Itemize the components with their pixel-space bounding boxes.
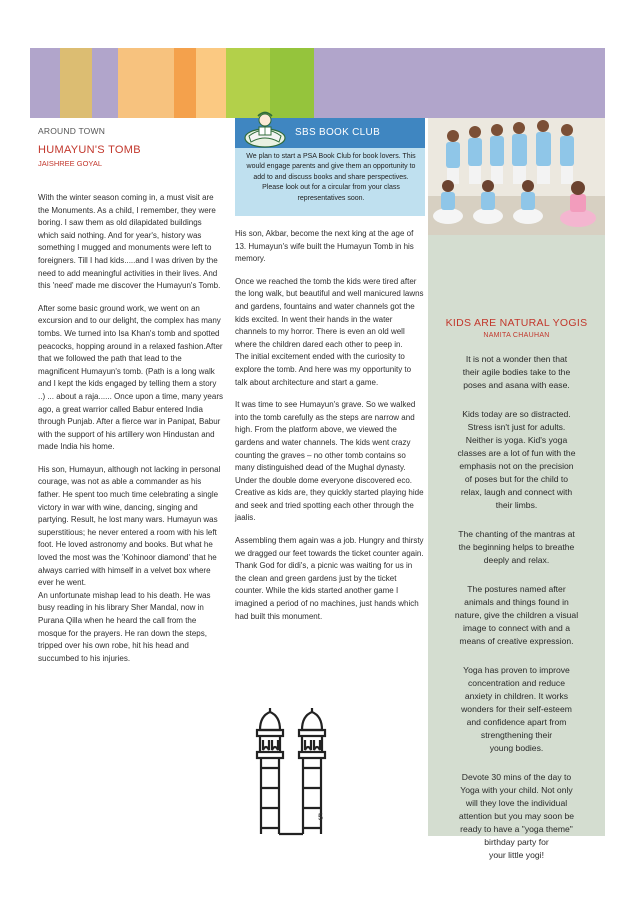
yoga-paragraph xyxy=(438,408,595,512)
yoga-line: wonders for their self-esteem xyxy=(461,704,572,714)
yoga-line: anxiety in children. It works xyxy=(464,691,569,701)
color-band-block xyxy=(314,48,605,118)
yoga-column xyxy=(428,118,605,860)
yoga-line: young bodies. xyxy=(489,743,544,753)
article-paragraph: His son, Humayun, although not lacking in personal courage, was not as able a commander as his father. He spent too much time celebrating a single victory in war with wine, dancing, singing and partying. Result, he lost many wars. Humayun was superstitious; he never entered a room with his left foot. He loved astronomy and books. But what he loved the most was the 'Kohinoor diamond' that he always carried with himself in a velvet box where ever he went. xyxy=(38,464,221,588)
book-club-text: We plan to start a PSA Book Club for book lovers. This would engage parents and give them an opportunity to add to and discuss books and share perspectives. Please look out for a circular from your class representatives soon. xyxy=(246,153,416,202)
yoga-paragraph xyxy=(438,583,595,648)
article-paragraph: Once we reached the tomb the kids were tired after the long walk, but beautiful and well manicured lawns and gardens, fountains and water channels got the kids excited. In went their hands in the water channels to my horror. There is even an old well where the children dared each other to peep in. xyxy=(235,276,424,349)
article-paragraph: His son, Akbar, become the next king at the age of 13. Humayun's wife built the Humayun Tomb in his memory. xyxy=(235,229,414,264)
color-band-block xyxy=(60,48,92,118)
yoga-paragraph xyxy=(438,353,595,392)
kids-yoga-photo xyxy=(428,118,605,235)
yoga-author: NAMITA CHAUHAN xyxy=(483,332,550,339)
yoga-line: classes are a lot of fun with the xyxy=(457,448,576,458)
yoga-paragraph xyxy=(438,528,595,567)
article-title: HUMAYUN'S TOMB xyxy=(38,144,141,156)
yoga-body xyxy=(428,353,605,862)
yoga-line: concentration and reduce xyxy=(468,678,565,688)
book-club-title: SBS BOOK CLUB xyxy=(295,127,381,138)
color-band-block xyxy=(30,48,60,118)
yoga-line: Yoga with your child. Not only xyxy=(460,785,573,795)
yoga-line: relax, laugh and connect with xyxy=(460,487,573,497)
yoga-line: Yoga has proven to improve xyxy=(463,665,570,675)
color-band-block xyxy=(174,48,196,118)
yoga-paragraph xyxy=(438,664,595,755)
yoga-line: means of creative expression. xyxy=(459,636,574,646)
article-author: JAISHREE GOYAL xyxy=(38,159,103,168)
article-column-1 xyxy=(38,126,223,665)
article-paragraph: It was time to see Humayun's grave. So we walked into the tomb carefully as the steps are narrow and high. From the platform above, we viewed the gardens and water channels. The kids went crazy counting the graves – no other tomb contains so many distinguished dead of the Mughal dynasty. Under the double dome everyone discovered eco. Creative as kids are, they quickly started playing hide and seek and tried spotting each other through the jaalis. xyxy=(235,400,424,523)
yoga-line: Kids today are so distracted. xyxy=(462,409,571,419)
yoga-paragraph xyxy=(438,771,595,862)
yoga-title: KIDS ARE NATURAL YOGIS xyxy=(445,317,588,329)
yoga-line: Neither is yoga. Kid's yoga xyxy=(465,435,568,445)
yoga-line: their agile bodies take to the xyxy=(462,367,571,377)
yoga-line: image to connect with and a xyxy=(462,623,570,633)
yoga-line: will they love the individual xyxy=(465,798,568,808)
yoga-line: attention but you may soon be xyxy=(458,811,575,821)
yoga-line: nature, give the children a visual xyxy=(454,610,579,620)
yoga-line: the beginning helps to breathe xyxy=(458,542,575,552)
yoga-line: The postures named after xyxy=(467,584,566,594)
article-paragraph: With the winter season coming in, a must visit are the Monuments. As a child, I remember, they were boring. I saw them as old dilapidated buildings which said nothing. And for year's, history was something I mugged and monuments were left to foreigners. Till I had kids.....and I was driven by the need to add meaningful activities in their lives. And this 'need' made me discover the Humayun's Tomb. xyxy=(38,193,221,291)
kids-group-illustration xyxy=(428,118,605,235)
yoga-line: deeply and relax. xyxy=(483,555,550,565)
yoga-line: and confidence apart from xyxy=(466,717,567,727)
yoga-line: ready to have a "yoga theme" xyxy=(460,824,573,834)
page-number: 5 xyxy=(318,812,324,822)
yoga-line: Stress isn't just for adults. xyxy=(467,422,566,432)
section-label: AROUND TOWN xyxy=(38,126,106,136)
color-band-block xyxy=(118,48,174,118)
yoga-line: their limbs. xyxy=(495,500,538,510)
article-column-2 xyxy=(235,118,425,623)
book-club-box xyxy=(235,118,425,216)
article-paragraph: Assembling them again was a job. Hungry and thirsty we dragged our feet towards the ticket counter again. Thank God for didi's, a picnic was waiting for us in the clean and green gardens just by the ticket counter. While the kids started another game I imagined a period of no machines, just hands which had built this monument. xyxy=(235,536,424,621)
yoga-line: It is not a wonder then that xyxy=(465,354,568,364)
article-paragraph: After some basic ground work, we went on an excursion and to our delight, the complex has many tombs. We turned into Isa Khan's tomb and spotted peacocks, hopping around in a relaxed fashion.After that we followed the path that lead to the magnificent Humayun's tomb. (Path is a long walk and I kept the kids engaged by telling them a story ..) ... about a raja...... Once upon a time, many years ago, a great warrior called Babur entered India through Punjab. After a fierce war in Panipat, Babur with the support of his artillery won Hindustan and made India his home. xyxy=(38,303,223,452)
yoga-line: poses and asana with ease. xyxy=(463,380,570,390)
minaret-illustration xyxy=(252,708,336,836)
yoga-line: birthday party for xyxy=(484,837,549,847)
yoga-line: animals and things found in xyxy=(464,597,569,607)
article-paragraph: An unfortunate mishap lead to his death. He was busy reading in his library Sher Mandal, now in Purana Qilla when he heard the call from the mosque for the prayers. He ran down the steps, tripped over his own robe, hit his head and succumbed to his injuries. xyxy=(38,590,211,663)
yoga-line: strengthening their xyxy=(480,730,553,740)
color-band-block xyxy=(92,48,118,118)
yoga-line: The chanting of the mantras at xyxy=(458,529,575,539)
color-band-block xyxy=(196,48,226,118)
yoga-line: emphasis not on the precision xyxy=(459,461,574,471)
yoga-line: your little yogi! xyxy=(489,850,544,860)
article-paragraph: The initial excitement ended with the curiosity to explore the tomb. And here was my opportunity to talk about architecture and start a game. xyxy=(235,352,412,387)
color-band xyxy=(30,48,605,118)
yoga-line: of poses but for the child to xyxy=(464,474,569,484)
yoga-line: Devote 30 mins of the day to xyxy=(461,772,572,782)
reading-figure-icon xyxy=(243,106,287,150)
